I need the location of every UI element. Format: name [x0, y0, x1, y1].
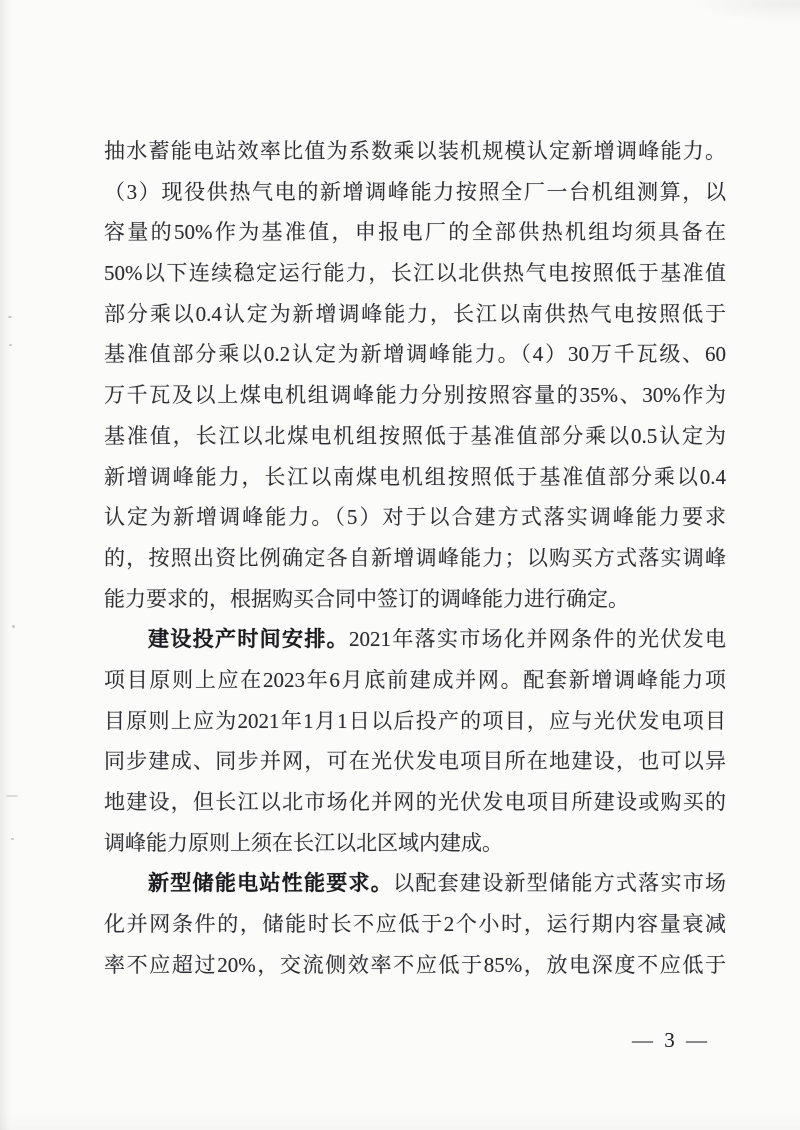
- text-line: 容量的50%作为基准值，申报电厂的全部供热机组均须具备在: [104, 220, 726, 245]
- text-line: 地建设，但长江以北市场化并网的光伏发电项目所建设或购买的: [104, 790, 726, 814]
- scan-speck: [6, 795, 18, 797]
- text-line: 认定为新增调峰能力。（5）对于以合建方式落实调峰能力要求: [104, 505, 726, 530]
- text-line: 项目原则上应在2023年6月底前建成并网。配套新增调峰能力项: [104, 667, 726, 692]
- text-line: 调峰能力原则上须在长江以北区域内建成。: [104, 830, 503, 855]
- line-rest: 以配套建设新型储能方式落实市场: [393, 871, 726, 896]
- scan-speck: [8, 316, 12, 318]
- text-line: （3）现役供热气电的新增调峰能力按照全厂一台机组测算，以: [104, 179, 726, 204]
- bold-lead: 建设投产时间安排。: [148, 627, 349, 652]
- text-line: 基准值，长江以北煤电机组按照低于基准值部分乘以0.5认定为: [104, 423, 726, 448]
- text-line: 部分乘以0.4认定为新增调峰能力，长江以南供热气电按照低于: [104, 301, 726, 326]
- text-line: [104, 619, 726, 660]
- text-line: 的，按照出资比例确定各自新增调峰能力；以购买方式落实调峰: [104, 545, 726, 570]
- body-text: [104, 131, 726, 985]
- scan-speck: [12, 625, 15, 628]
- text-line: 万千瓦及以上煤电机组调峰能力分别按照容量的35%、30%作为: [104, 383, 726, 408]
- text-line: 能力要求的，根据购买合同中签订的调峰能力进行确定。: [104, 586, 629, 611]
- page-number: — 3 —: [632, 1028, 710, 1052]
- text-line: 50%以下连续稳定运行能力，长江以北供热气电按照低于基准值: [104, 261, 726, 286]
- bold-lead: 新型储能电站性能要求。: [148, 871, 394, 896]
- text-line: 基准值部分乘以0.2认定为新增调峰能力。（4）30万千瓦级、60: [104, 342, 726, 367]
- scan-speck: [9, 344, 12, 346]
- text-line: 新增调峰能力，长江以南煤电机组按照低于基准值部分乘以0.4: [104, 464, 726, 489]
- text-line: [104, 863, 726, 904]
- line-rest: 2021年落实市场化并网条件的光伏发电: [349, 627, 726, 652]
- text-line: 同步建成、同步并网，可在光伏发电项目所在地建设，也可以异: [104, 749, 726, 774]
- text-line: 化并网条件的，储能时长不应低于2个小时，运行期内容量衰减: [104, 912, 726, 937]
- text-line: 目原则上应为2021年1月1日以后投产的项目，应与光伏发电项目: [104, 708, 726, 733]
- text-line: 率不应超过20%，交流侧效率不应低于85%，放电深度不应低于: [104, 952, 726, 977]
- scan-speck: [11, 838, 14, 840]
- text-line: 抽水蓄能电站效率比值为系数乘以装机规模认定新增调峰能力。: [104, 139, 726, 163]
